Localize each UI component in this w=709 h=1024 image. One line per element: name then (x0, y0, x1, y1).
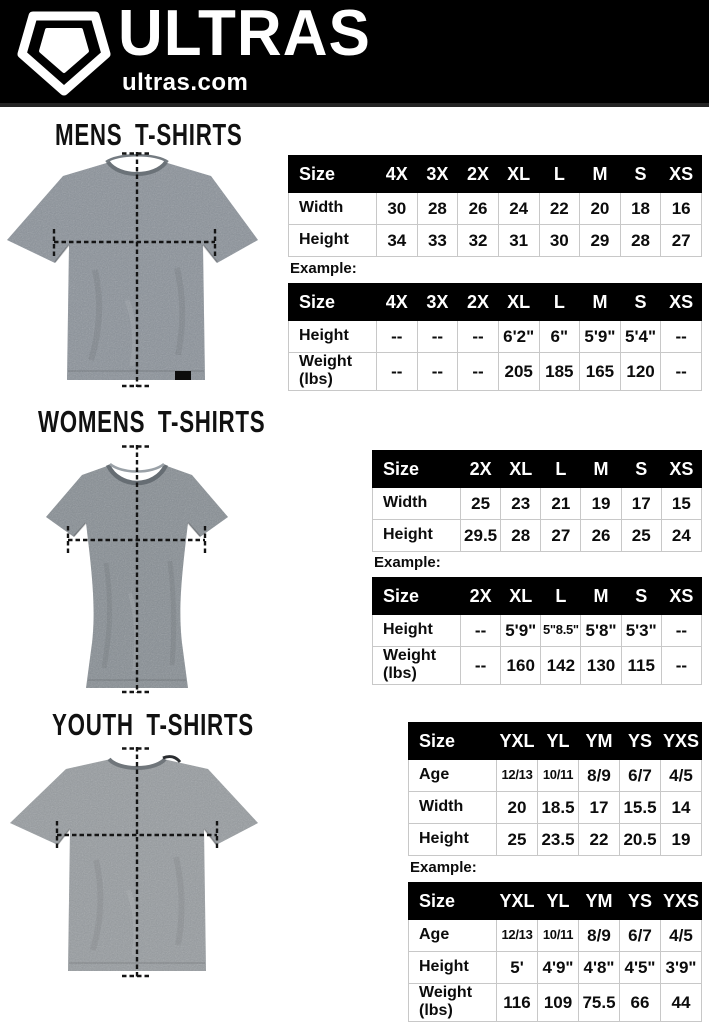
table-header-row (373, 451, 702, 488)
row-label: Width (373, 488, 461, 520)
size-column-header: M (580, 156, 621, 193)
size-column-header: 2X (458, 284, 499, 321)
size-value-cell: 5'3" (621, 615, 661, 647)
table-header-row (409, 883, 702, 920)
size-value-cell: -- (417, 353, 458, 391)
shirt-hem-tag (175, 371, 191, 380)
size-value-cell: -- (661, 615, 701, 647)
size-value-cell: 15.5 (620, 792, 661, 824)
size-value-cell: 10/11 (538, 760, 579, 792)
table-row (409, 792, 702, 824)
size-label-header: Size (289, 284, 377, 321)
size-value-cell: 14 (661, 792, 702, 824)
row-label: Height (409, 824, 497, 856)
size-value-cell: 6'2" (498, 321, 539, 353)
size-column-header: YM (579, 883, 620, 920)
size-value-cell: 17 (621, 488, 661, 520)
size-column-header: 4X (377, 156, 418, 193)
size-value-cell: 205 (498, 353, 539, 391)
size-value-cell: -- (461, 647, 501, 685)
size-value-cell: 27 (661, 225, 702, 257)
womens-example-table (372, 577, 702, 685)
size-value-cell: 12/13 (497, 760, 538, 792)
row-label: Weight (lbs) (289, 353, 377, 391)
size-column-header: S (621, 451, 661, 488)
size-value-cell: 6/7 (620, 760, 661, 792)
row-label: Height (409, 952, 497, 984)
size-value-cell: 3'9" (661, 952, 702, 984)
mens-tshirt-image (5, 150, 260, 392)
size-column-header: 3X (417, 284, 458, 321)
size-value-cell: 8/9 (579, 760, 620, 792)
size-value-cell: 22 (579, 824, 620, 856)
size-value-cell: 26 (458, 193, 499, 225)
size-column-header: YXS (661, 723, 702, 760)
size-column-header: XS (661, 578, 701, 615)
size-value-cell: -- (661, 647, 701, 685)
row-label: Age (409, 920, 497, 952)
size-value-cell: 8/9 (579, 920, 620, 952)
size-value-cell: 28 (620, 225, 661, 257)
size-column-header: XL (501, 578, 541, 615)
size-value-cell: 34 (377, 225, 418, 257)
size-column-header: 2X (461, 578, 501, 615)
size-value-cell: 165 (580, 353, 621, 391)
size-value-cell: 25 (461, 488, 501, 520)
example-label-mens: Example: (290, 260, 357, 277)
size-value-cell: 6/7 (620, 920, 661, 952)
section-title-womens: WOMENS T-SHIRTS (38, 404, 266, 439)
size-label-header: Size (289, 156, 377, 193)
size-value-cell: 109 (538, 984, 579, 1022)
size-column-header: YXS (661, 883, 702, 920)
size-value-cell: 20.5 (620, 824, 661, 856)
mens-example-table (288, 283, 702, 391)
size-column-header: YL (538, 723, 579, 760)
row-label: Age (409, 760, 497, 792)
size-value-cell: -- (377, 353, 418, 391)
size-value-cell: 32 (458, 225, 499, 257)
size-value-cell: 12/13 (497, 920, 538, 952)
table-row (373, 520, 702, 552)
size-value-cell: -- (458, 353, 499, 391)
size-value-cell: -- (661, 353, 702, 391)
size-value-cell: 31 (498, 225, 539, 257)
size-value-cell: 25 (497, 824, 538, 856)
size-column-header: 2X (458, 156, 499, 193)
table-row (409, 824, 702, 856)
table-row (409, 920, 702, 952)
youth-tshirt-image (8, 745, 260, 983)
size-value-cell: 5' (497, 952, 538, 984)
size-value-cell: 44 (661, 984, 702, 1022)
size-value-cell: 29.5 (461, 520, 501, 552)
size-value-cell: 4/5 (661, 760, 702, 792)
size-label-header: Size (373, 451, 461, 488)
row-label: Height (289, 321, 377, 353)
size-value-cell: 29 (580, 225, 621, 257)
size-value-cell: 27 (541, 520, 581, 552)
size-value-cell: 24 (498, 193, 539, 225)
size-value-cell: 10/11 (538, 920, 579, 952)
size-value-cell: 115 (621, 647, 661, 685)
table-row (409, 952, 702, 984)
size-column-header: XL (498, 156, 539, 193)
size-column-header: YL (538, 883, 579, 920)
size-value-cell: 24 (661, 520, 701, 552)
size-column-header: S (620, 156, 661, 193)
size-value-cell: -- (377, 321, 418, 353)
size-value-cell: 26 (581, 520, 621, 552)
row-label: Width (409, 792, 497, 824)
size-label-header: Size (373, 578, 461, 615)
table-row (289, 321, 702, 353)
size-value-cell: 19 (581, 488, 621, 520)
size-column-header: XS (661, 156, 702, 193)
size-column-header: M (580, 284, 621, 321)
size-value-cell: 4'9" (538, 952, 579, 984)
table-header-row (373, 578, 702, 615)
size-value-cell: 19 (661, 824, 702, 856)
size-value-cell: 4'8" (579, 952, 620, 984)
size-value-cell: 4'5" (620, 952, 661, 984)
size-column-header: L (541, 578, 581, 615)
header-bar (0, 0, 709, 107)
youth-example-table (408, 882, 702, 1022)
size-column-header: YS (620, 883, 661, 920)
size-value-cell: 25 (621, 520, 661, 552)
size-value-cell: 22 (539, 193, 580, 225)
table-row (373, 647, 702, 685)
table-header-row (289, 284, 702, 321)
size-value-cell: -- (417, 321, 458, 353)
size-value-cell: 15 (661, 488, 701, 520)
size-value-cell: 142 (541, 647, 581, 685)
size-value-cell: 18.5 (538, 792, 579, 824)
size-value-cell: 160 (501, 647, 541, 685)
size-column-header: S (621, 578, 661, 615)
site-url: ultras.com (122, 69, 249, 96)
womens-size-table (372, 450, 702, 552)
size-value-cell: 17 (579, 792, 620, 824)
size-column-header: L (541, 451, 581, 488)
size-column-header: XL (501, 451, 541, 488)
row-label: Height (373, 615, 461, 647)
row-label: Width (289, 193, 377, 225)
size-value-cell: 16 (661, 193, 702, 225)
size-value-cell: 18 (620, 193, 661, 225)
size-value-cell: 33 (417, 225, 458, 257)
size-column-header: YS (620, 723, 661, 760)
size-value-cell: 23 (501, 488, 541, 520)
size-column-header: XS (661, 451, 701, 488)
size-value-cell: 28 (501, 520, 541, 552)
size-value-cell: 130 (581, 647, 621, 685)
size-value-cell: 5"8.5" (541, 615, 581, 647)
size-value-cell: 5'8" (581, 615, 621, 647)
row-label: Weight (lbs) (409, 984, 497, 1022)
size-value-cell: 28 (417, 193, 458, 225)
size-column-header: XS (661, 284, 702, 321)
size-value-cell: 185 (539, 353, 580, 391)
example-label-youth: Example: (410, 859, 477, 876)
size-value-cell: 23.5 (538, 824, 579, 856)
table-row (409, 984, 702, 1022)
size-value-cell: 5'9" (580, 321, 621, 353)
size-value-cell: 120 (620, 353, 661, 391)
size-column-header: L (539, 284, 580, 321)
womens-tshirt-image (22, 443, 228, 698)
size-value-cell: 6" (539, 321, 580, 353)
size-value-cell: 20 (580, 193, 621, 225)
size-value-cell: 20 (497, 792, 538, 824)
table-row (409, 760, 702, 792)
section-title-mens: MENS T-SHIRTS (55, 117, 243, 152)
size-column-header: 2X (461, 451, 501, 488)
size-value-cell: 116 (497, 984, 538, 1022)
table-header-row (289, 156, 702, 193)
table-row (289, 193, 702, 225)
size-column-header: YM (579, 723, 620, 760)
size-value-cell: 30 (539, 225, 580, 257)
size-value-cell: -- (458, 321, 499, 353)
size-value-cell: 75.5 (579, 984, 620, 1022)
size-column-header: 3X (417, 156, 458, 193)
row-label: Height (289, 225, 377, 257)
size-label-header: Size (409, 723, 497, 760)
size-column-header: XL (498, 284, 539, 321)
youth-size-table (408, 722, 702, 856)
size-value-cell: 5'4" (620, 321, 661, 353)
size-label-header: Size (409, 883, 497, 920)
row-label: Height (373, 520, 461, 552)
size-value-cell: -- (461, 615, 501, 647)
table-row (289, 353, 702, 391)
size-value-cell: 21 (541, 488, 581, 520)
size-value-cell: -- (661, 321, 702, 353)
size-value-cell: 30 (377, 193, 418, 225)
size-value-cell: 4/5 (661, 920, 702, 952)
size-value-cell: 66 (620, 984, 661, 1022)
table-row (289, 225, 702, 257)
table-row (373, 488, 702, 520)
mens-size-table (288, 155, 702, 257)
table-header-row (409, 723, 702, 760)
size-column-header: M (581, 451, 621, 488)
size-value-cell: 5'9" (501, 615, 541, 647)
size-column-header: YXL (497, 883, 538, 920)
row-label: Weight (lbs) (373, 647, 461, 685)
size-column-header: S (620, 284, 661, 321)
section-title-youth: YOUTH T-SHIRTS (52, 707, 254, 742)
table-row (373, 615, 702, 647)
size-column-header: L (539, 156, 580, 193)
pentagon-shield-icon (16, 5, 112, 99)
size-column-header: 4X (377, 284, 418, 321)
brand-name: ULTRAS (118, 0, 371, 70)
size-column-header: YXL (497, 723, 538, 760)
example-label-womens: Example: (374, 554, 441, 571)
size-column-header: M (581, 578, 621, 615)
